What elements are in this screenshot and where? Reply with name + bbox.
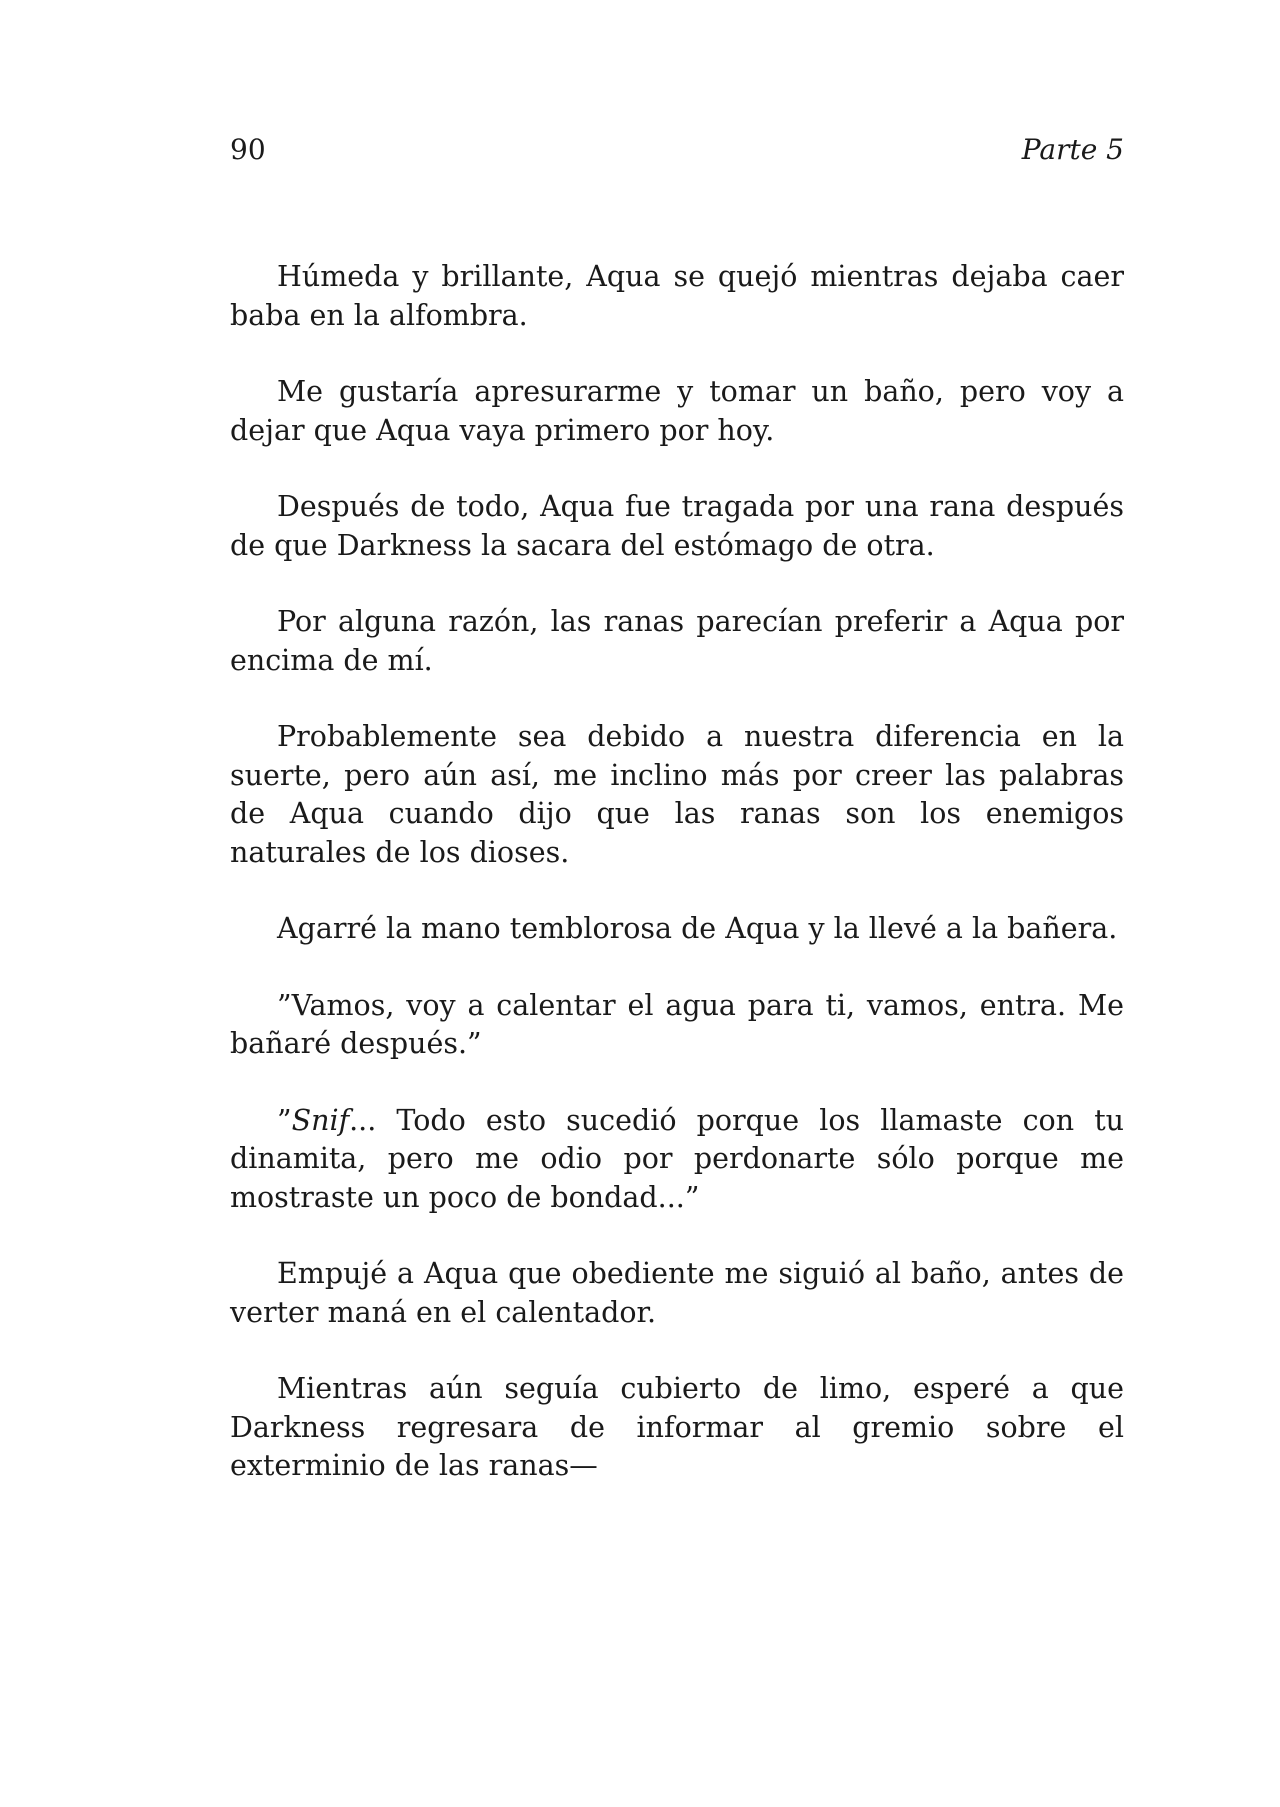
paragraph [230, 1102, 1124, 1218]
paragraph: Probablemente sea debido a nuestra diferencia en la suerte, pero aún así, me inclino más por creer las palabras de Aqua cuando dijo que las ranas son los enemigos naturales de los dioses. [230, 720, 1124, 869]
running-header [230, 130, 1124, 170]
section-title: Parte 5 [1021, 133, 1124, 166]
paragraph: Húmeda y brillante, Aqua se quejó mientras dejaba caer baba en la alfombra. [230, 260, 1124, 332]
paragraph: Después de todo, Aqua fue tragada por una rana después de que Darkness la sacara del estómago de otra. [230, 490, 1124, 562]
paragraph: Por alguna razón, las ranas parecían preferir a Aqua por encima de mí. [230, 605, 1124, 677]
paragraph: Agarré la mano temblorosa de Aqua y la llevé a la bañera. [277, 912, 1118, 945]
paragraph: Mientras aún seguía cubierto de limo, esperé a que Darkness regresara de informar al gremio sobre el exterminio de las ranas— [230, 1372, 1124, 1482]
paragraph: Me gustaría apresurarme y tomar un baño, pero voy a dejar que Aqua vaya primero por hoy. [230, 375, 1124, 447]
open-quote: ” [277, 1103, 292, 1137]
page-number: 90 [230, 133, 266, 166]
paragraph: ”Vamos, voy a calentar el agua para ti, vamos, entra. Me bañaré después.” [230, 988, 1124, 1060]
emphasis-word: Snif [291, 1103, 350, 1137]
body-text [230, 258, 1124, 1486]
paragraph: Empujé a Aqua que obediente me siguió al baño, antes de verter maná en el calentador. [230, 1257, 1124, 1329]
paragraph-rest: ... Todo esto sucedió porque los llamaste con tu dinamita, pero me odio por perdonarte sólo porque me mostraste un poco de bondad...” [230, 1103, 1124, 1214]
